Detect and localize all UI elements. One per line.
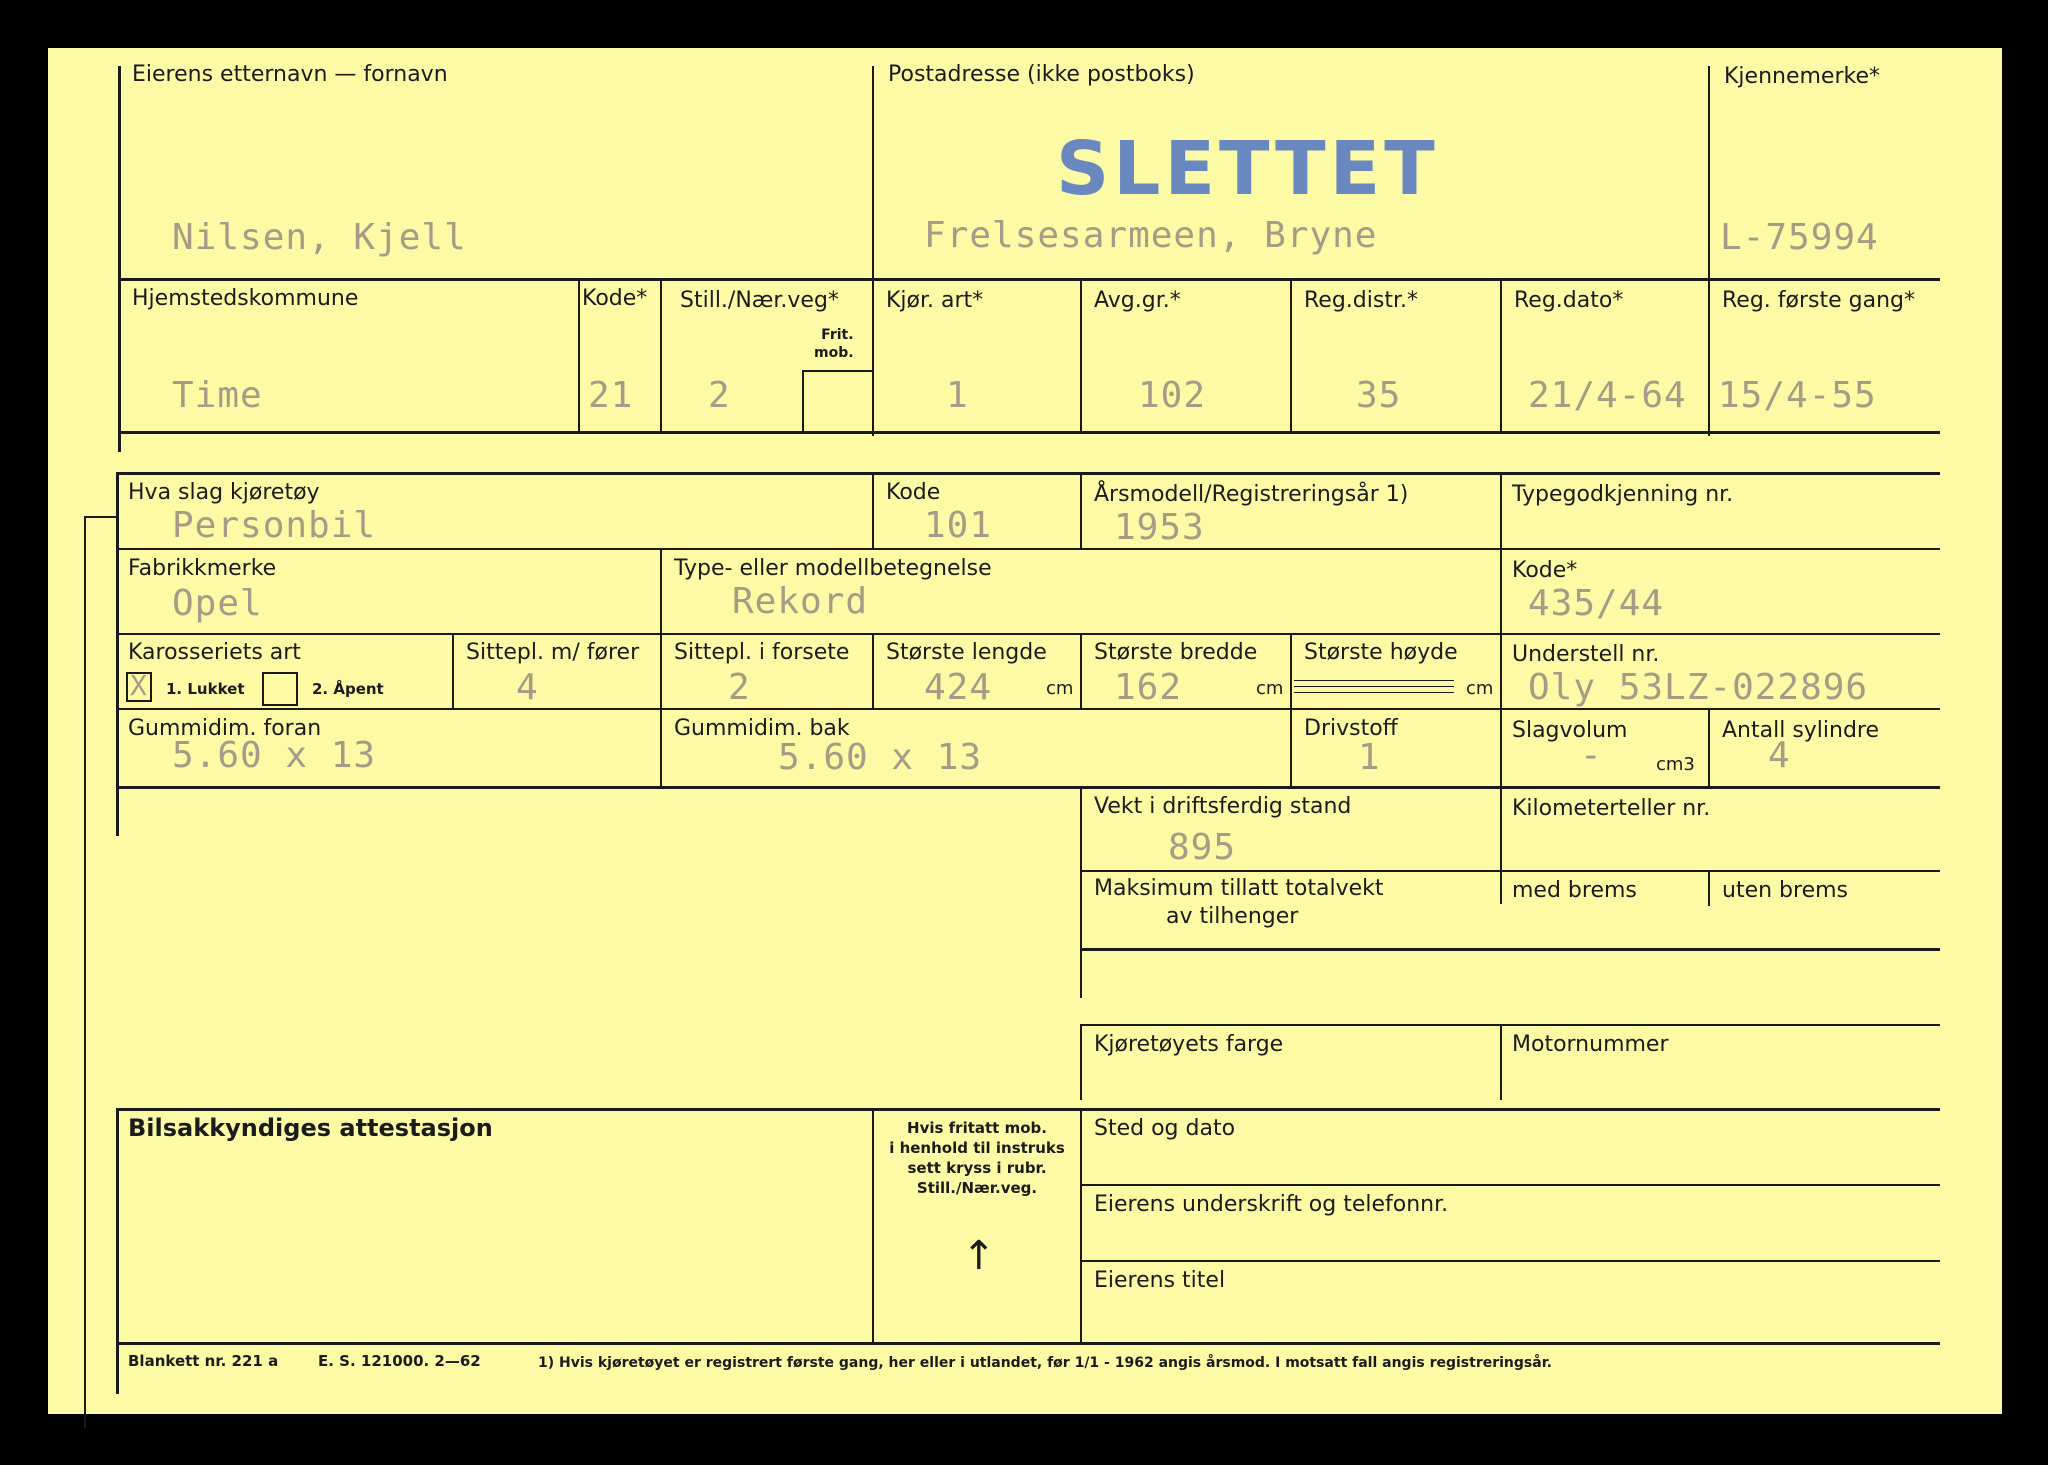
divider <box>872 635 874 710</box>
divider <box>116 548 1940 550</box>
apent-label: 2. Åpent <box>312 680 384 698</box>
divider <box>1080 280 1082 432</box>
slagvolum-value: - <box>1580 735 1603 776</box>
owner-name-label: Eierens etternavn — fornavn <box>132 62 448 87</box>
divider <box>1080 1024 1940 1026</box>
regdato-value: 21/4-64 <box>1528 375 1687 416</box>
reg-mark-value: L-75994 <box>1720 217 1879 258</box>
divider <box>1080 635 1082 710</box>
sittepl-forsete-label: Sittepl. i forsete <box>674 640 850 665</box>
lukket-mark: X <box>130 669 148 702</box>
hoyde-unit: cm <box>1466 678 1494 699</box>
gummi-bak-value: 5.60 x 13 <box>778 737 983 778</box>
lukket-label: 1. Lukket <box>166 680 245 698</box>
hoyde-strike <box>1294 692 1454 693</box>
lengde-unit: cm <box>1046 678 1074 699</box>
fabrikk-value: Opel <box>172 583 263 624</box>
address-label: Postadresse (ikke postboks) <box>888 62 1195 87</box>
gummi-foran-label: Gummidim. foran <box>128 716 322 741</box>
footnote: 1) Hvis kjøretøyet er registrert første gang, her eller i utlandet, før 1/1 - 1962 angis årsmod. I motsatt fall angis registreringsår. <box>538 1355 1552 1371</box>
kode-label: Kode* <box>582 286 648 311</box>
slag-value: Personbil <box>172 505 377 546</box>
bredde-label: Største bredde <box>1094 640 1258 665</box>
kjor-art-value: 1 <box>946 375 969 416</box>
underskrift-label: Eierens underskrift og telefonnr. <box>1094 1192 1449 1217</box>
slagvolum-unit: cm3 <box>1656 754 1695 775</box>
arsmodell-value: 1953 <box>1114 507 1205 548</box>
kode2-label: Kode* <box>1512 558 1578 583</box>
arsmodell-label: Årsmodell/Registreringsår 1) <box>1094 482 1409 507</box>
maks-label: Maksimum tillatt totalvekt <box>1094 876 1384 901</box>
divider <box>1708 66 1710 436</box>
divider <box>1290 635 1292 788</box>
lengde-label: Største lengde <box>886 640 1047 665</box>
divider <box>802 370 872 372</box>
fritatt-note: Hvis fritatt mob. i henhold til instruks sett kryss i rubr. Still./Nær.veg. <box>889 1119 1065 1197</box>
divider <box>1080 1110 1082 1342</box>
fabrikk-label: Fabrikkmerke <box>128 556 277 581</box>
blankett-number: Blankett nr. 221 a <box>128 1352 279 1370</box>
divider <box>116 1108 1940 1111</box>
sted-label: Sted og dato <box>1094 1116 1236 1141</box>
distr-label: Reg.distr.* <box>1304 288 1418 313</box>
sylindre-label: Antall sylindre <box>1722 718 1880 743</box>
divider <box>660 280 662 432</box>
divider <box>84 516 116 518</box>
divider <box>802 370 804 432</box>
slagvolum-label: Slagvolum <box>1512 718 1628 743</box>
reg-mark-label: Kjennemerke* <box>1724 64 1880 89</box>
deleted-stamp: SLETTET <box>1056 126 1439 212</box>
divider <box>1500 1024 1502 1100</box>
farge-label: Kjøretøyets farge <box>1094 1032 1284 1057</box>
maks-label-2: av tilhenger <box>1166 904 1299 929</box>
type-value: Rekord <box>732 581 869 622</box>
divider <box>1080 474 1082 550</box>
kjor-art-label: Kjør. art* <box>886 288 984 313</box>
divider <box>1080 1184 1940 1186</box>
divider <box>116 786 1940 789</box>
print-code: E. S. 121000. 2—62 <box>318 1352 481 1370</box>
divider <box>660 550 662 788</box>
divider <box>1500 280 1502 432</box>
divider <box>118 431 1940 434</box>
divider <box>1708 872 1710 906</box>
vekt-value: 895 <box>1168 827 1237 868</box>
understell-label: Understell nr. <box>1512 642 1660 667</box>
divider <box>1080 788 1082 998</box>
km-label: Kilometerteller nr. <box>1512 796 1711 821</box>
kode2-value: 435/44 <box>1528 583 1665 624</box>
divider <box>1080 1260 1940 1262</box>
titel-label: Eierens titel <box>1094 1268 1226 1293</box>
divider <box>116 708 1940 710</box>
gummi-foran-value: 5.60 x 13 <box>172 735 377 776</box>
lukket-checkbox[interactable] <box>126 669 152 702</box>
divider <box>116 633 1940 635</box>
divider <box>116 472 119 836</box>
owner-name-value: Nilsen, Kjell <box>172 217 467 258</box>
avg-value: 102 <box>1138 375 1207 416</box>
avg-label: Avg.gr.* <box>1094 288 1181 313</box>
gummi-bak-label: Gummidim. bak <box>674 716 850 741</box>
divider <box>1500 788 1502 872</box>
motor-label: Motornummer <box>1512 1032 1669 1057</box>
vkode-value: 101 <box>924 505 993 546</box>
sittepl-forsete-value: 2 <box>728 667 751 708</box>
divider <box>84 516 86 1428</box>
uten-brems-label: uten brems <box>1722 878 1848 903</box>
forste-label: Reg. første gang* <box>1722 288 1916 313</box>
typegodkj-label: Typegodkjenning nr. <box>1512 482 1734 507</box>
divider <box>1500 872 1502 904</box>
address-value: Frelsesarmeen, Bryne <box>924 215 1378 256</box>
bredde-unit: cm <box>1256 678 1284 699</box>
regdato-label: Reg.dato* <box>1514 288 1624 313</box>
kommune-label: Hjemstedskommune <box>132 286 359 311</box>
hoyde-strike <box>1294 686 1454 687</box>
sylindre-value: 4 <box>1768 735 1791 776</box>
divider <box>452 635 454 710</box>
drivstoff-value: 1 <box>1358 737 1381 778</box>
apent-checkbox[interactable] <box>262 672 298 706</box>
still-value: 2 <box>708 375 731 416</box>
divider <box>872 66 874 436</box>
divider <box>578 280 580 432</box>
arrow-up-icon: ↑ <box>962 1233 996 1279</box>
divider <box>116 1108 119 1394</box>
kode-value: 21 <box>588 375 634 416</box>
med-brems-label: med brems <box>1512 878 1637 903</box>
registration-card <box>48 48 2002 1414</box>
kommune-value: Time <box>172 375 263 416</box>
bredde-value: 162 <box>1114 667 1183 708</box>
lengde-value: 424 <box>924 667 993 708</box>
vekt-label: Vekt i driftsferdig stand <box>1094 794 1352 819</box>
divider <box>118 66 121 452</box>
divider <box>1080 1024 1082 1100</box>
divider <box>872 1110 874 1342</box>
divider <box>1500 474 1502 834</box>
type-label: Type- eller modellbetegnelse <box>674 556 992 581</box>
distr-value: 35 <box>1356 375 1402 416</box>
divider <box>1290 280 1292 432</box>
sittepl-forer-value: 4 <box>516 667 539 708</box>
hoyde-strike <box>1294 680 1454 681</box>
drivstoff-label: Drivstoff <box>1304 716 1398 741</box>
hoyde-label: Største høyde <box>1304 640 1458 665</box>
divider <box>116 1342 1940 1345</box>
forste-value: 15/4-55 <box>1718 375 1877 416</box>
divider <box>872 474 874 550</box>
divider <box>1080 870 1940 872</box>
sittepl-forer-label: Sittepl. m/ fører <box>466 640 640 665</box>
attest-title: Bilsakkyndiges attestasjon <box>128 1114 493 1142</box>
divider <box>1080 948 1940 951</box>
understell-value: Oly 53LZ-022896 <box>1528 667 1869 708</box>
karosseri-label: Karosseriets art <box>128 640 301 665</box>
divider <box>1708 710 1710 788</box>
slag-label: Hva slag kjøretøy <box>128 480 320 505</box>
still-label: Still./Nær.veg* <box>680 288 839 313</box>
divider <box>116 472 1940 475</box>
divider <box>118 278 1940 281</box>
vkode-label: Kode <box>886 480 941 505</box>
frit-mob-label: Frit. mob. <box>814 327 854 361</box>
